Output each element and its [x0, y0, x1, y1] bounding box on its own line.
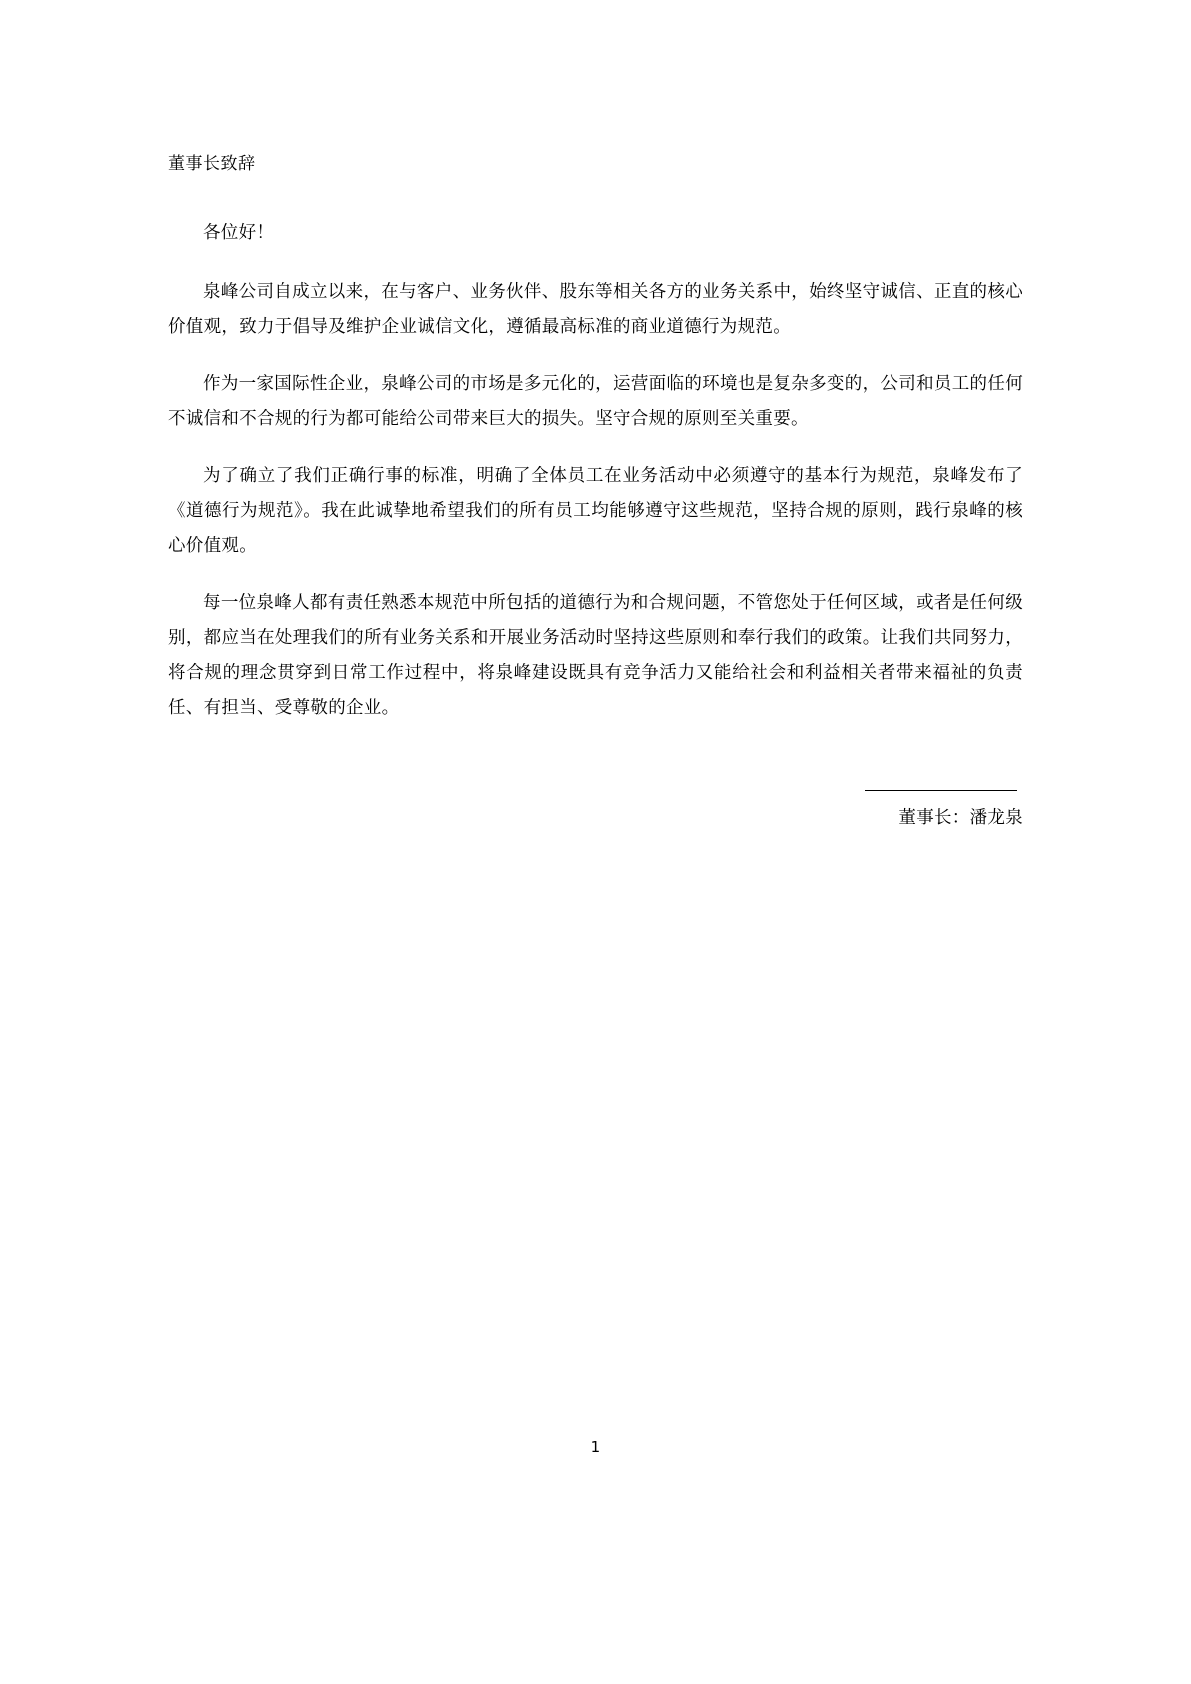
signature-block — [763, 790, 1023, 831]
paragraph-1: 泉峰公司自成立以来，在与客户、业务伙伴、股东等相关各方的业务关系中，始终坚守诚信、正直的核心价值观，致力于倡导及维护企业诚信文化，遵循最高标准的商业道德行为规范。 — [168, 282, 1023, 337]
paragraph-3: 为了确立了我们正确行事的标准，明确了全体员工在业务活动中必须遵守的基本行为规范，泉峰发布了《道德行为规范》。我在此诚挚地希望我们的所有员工均能够遵守这些规范，坚持合规的原则，践行泉峰的核心价值观。 — [168, 466, 1023, 556]
page-number: 1 — [590, 1438, 601, 1456]
paragraph-2: 作为一家国际性企业，泉峰公司的市场是多元化的，运营面临的环境也是复杂多变的，公司和员工的任何不诚信和不合规的行为都可能给公司带来巨大的损失。坚守合规的原则至关重要。 — [168, 374, 1023, 429]
paragraph-greeting: 各位好！ — [203, 223, 275, 243]
paragraph-4: 每一位泉峰人都有责任熟悉本规范中所包括的道德行为和合规问题，不管您处于任何区域，或者是任何级别，都应当在处理我们的所有业务关系和开展业务活动时坚持这些原则和奉行我们的政策。让我们共同努力，将合规的理念贯穿到日常工作过程中，将泉峰建设既具有竞争活力又能给社会和利益相关者带来福祉的负责任、有担当、受尊敬的企业。 — [168, 593, 1023, 718]
page-title: 董事长致辞 — [168, 154, 256, 174]
signature-name: 董事长：潘龙泉 — [898, 808, 1023, 828]
signature-line — [865, 790, 1017, 791]
